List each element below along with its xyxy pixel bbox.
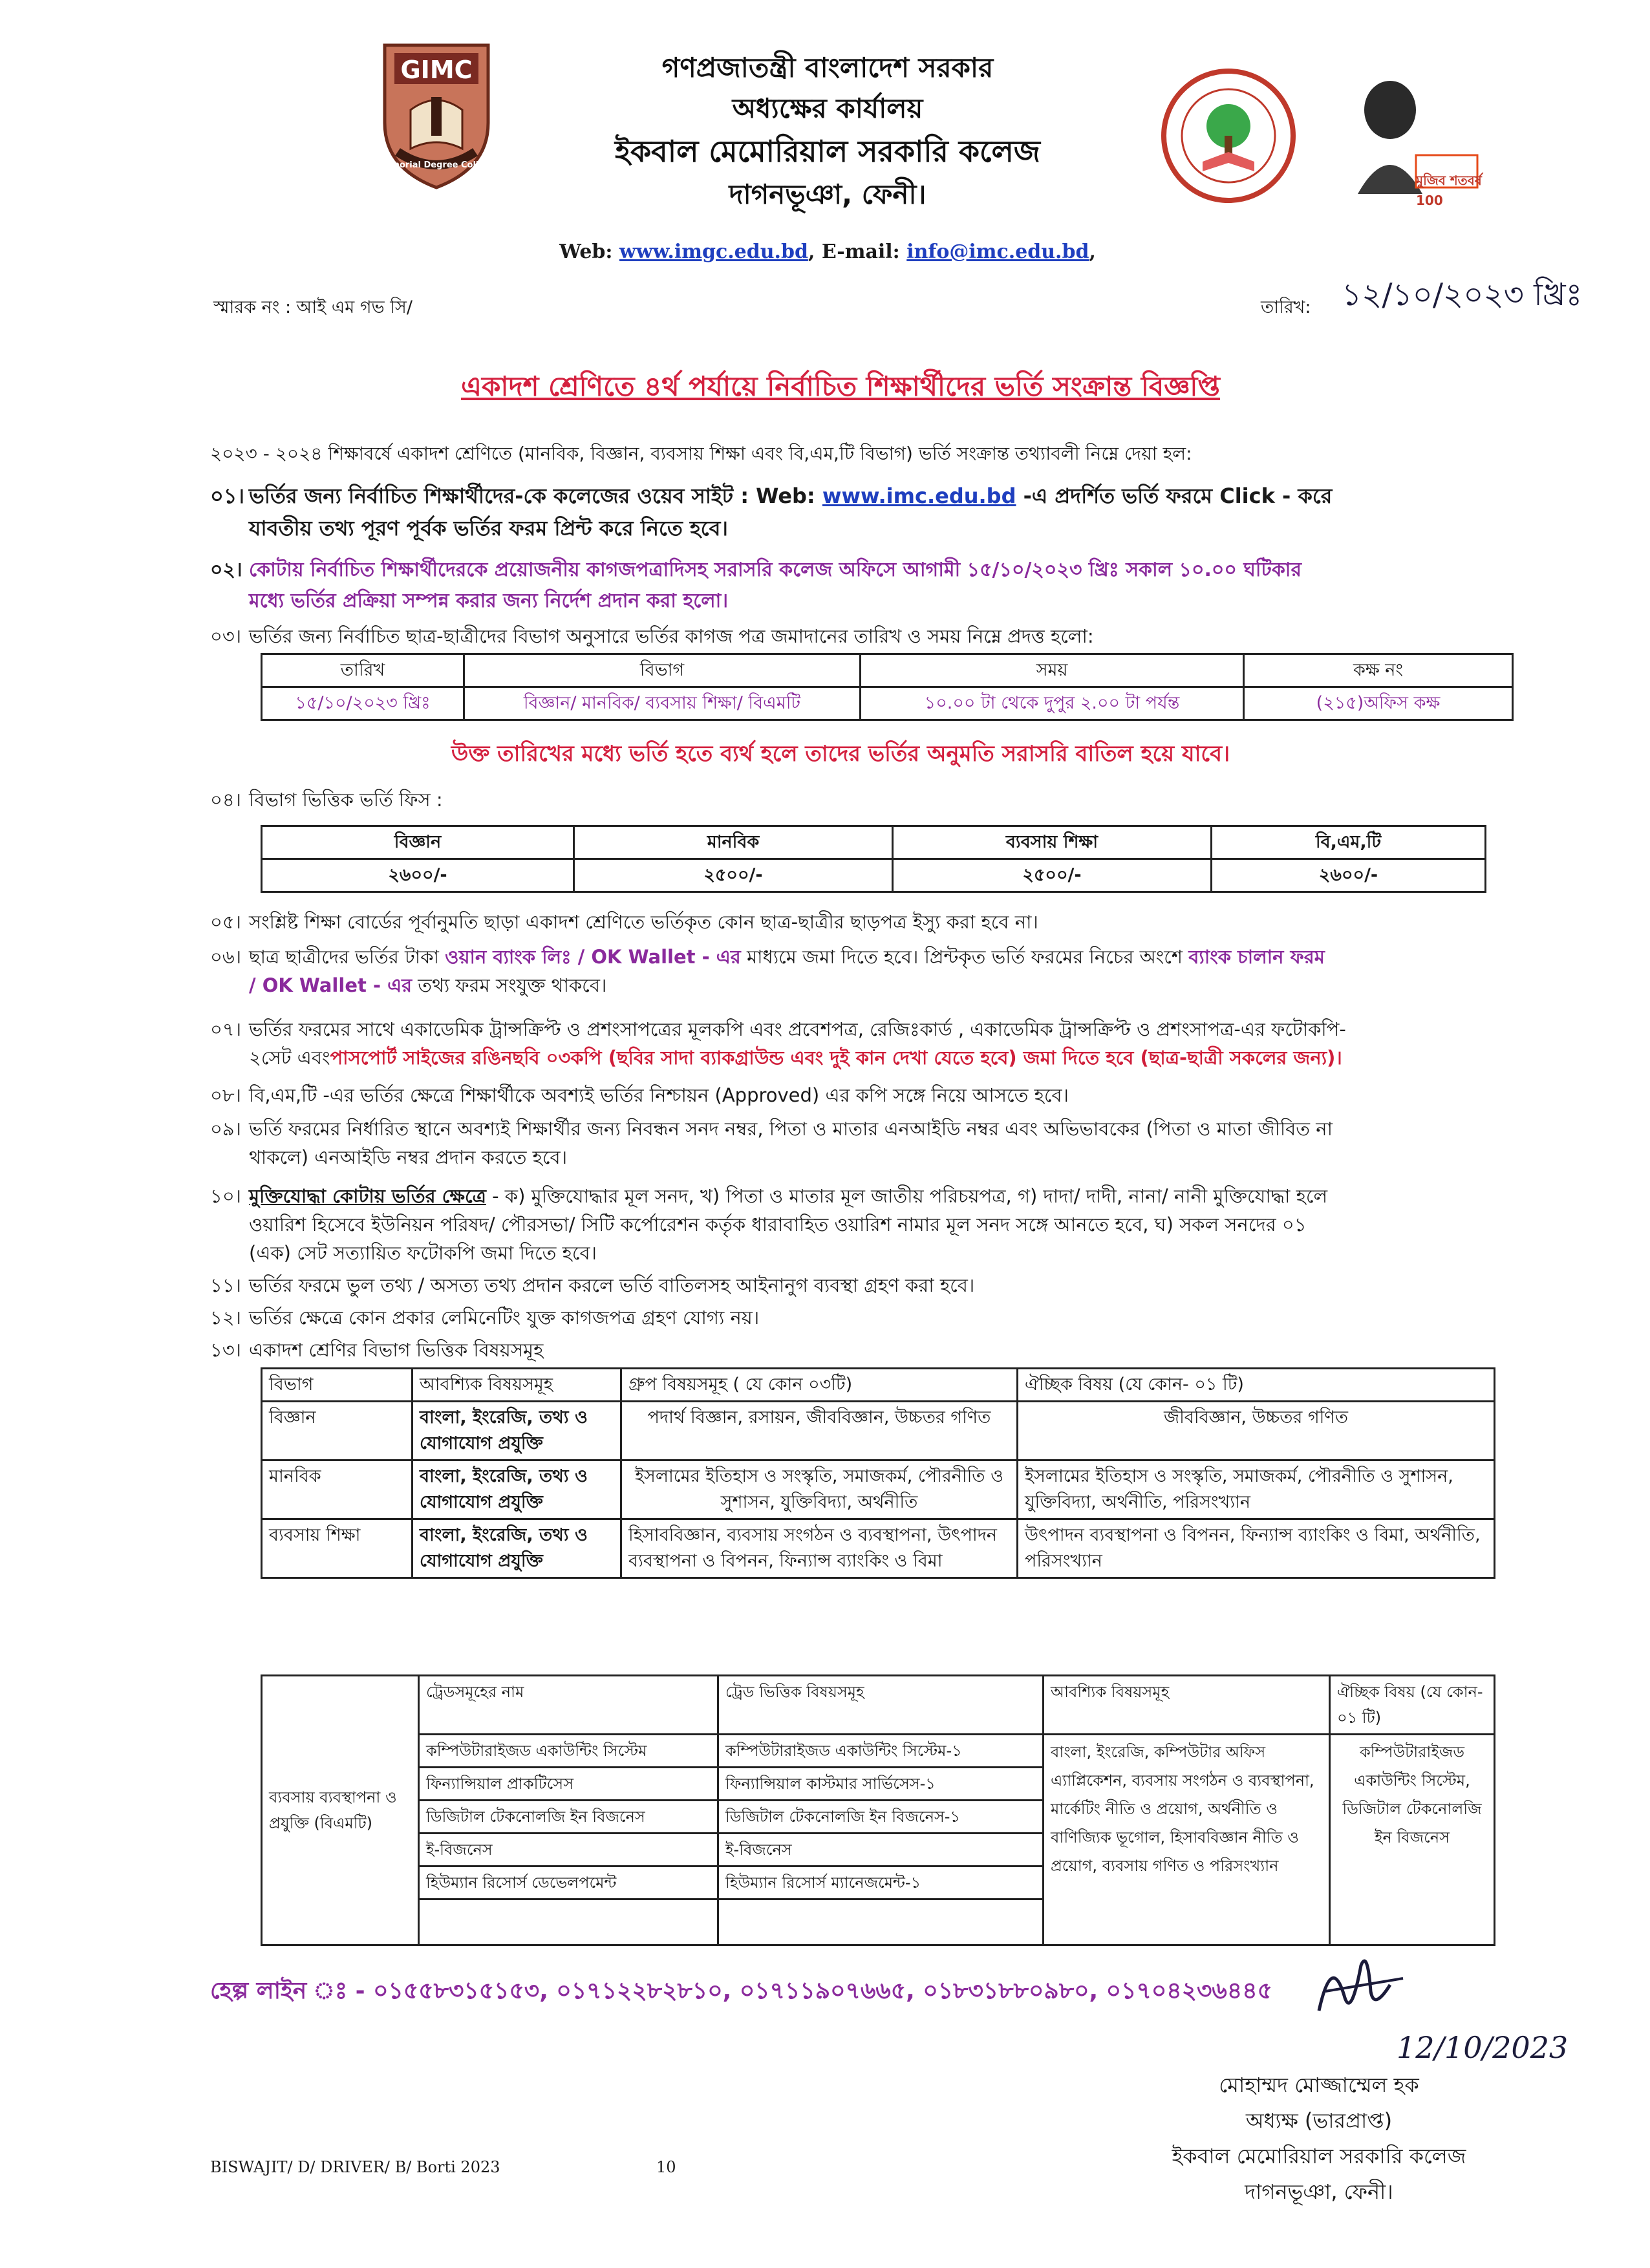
college-name: ইকবাল মেমোরিয়াল সরকারি কলেজ	[615, 134, 1040, 169]
schedule-header: কক্ষ নং	[1244, 654, 1513, 687]
fee-header: ব্যবসায় শিক্ষা	[893, 826, 1212, 859]
item-number: ০২।	[210, 559, 242, 581]
email-label: , E-mail:	[808, 241, 900, 263]
mujib-text: মুজিব শতবর্ষ 100	[1416, 173, 1482, 208]
fee-cell: ২৫০০/-	[574, 859, 893, 892]
subject-header: আবশ্যিক বিষয়সমূহ	[412, 1369, 621, 1402]
logo-subtext: Memorial Degree College	[376, 160, 497, 170]
item-number: ১১।	[210, 1274, 242, 1296]
date-label: তারিখ:	[1261, 297, 1311, 317]
bmt-dept: ব্যবসায় ব্যবস্থাপনা ও প্রযুক্তি (বিএমটি)	[262, 1676, 419, 1945]
subject-header: বিভাগ	[262, 1369, 412, 1402]
item-number: ০৪।	[210, 789, 242, 811]
item-06: ০৬। ছাত্র ছাত্রীদের ভর্তির টাকা ওয়ান ব্যাংক লিঃ / OK Wallet - এর মাধ্যমে জমা দিতে হবে। প্রিন্টকৃত ভর্তি ফরমের নিচের অংশে ব্যাংক চালান ফরম / OK Wallet - এর তথ্য ফরম সংযুক্ত থাকবে।	[210, 943, 1497, 1000]
bmt-trade-subject: ই-বিজনেস	[718, 1834, 1044, 1867]
signature-date: 12/10/2023	[1397, 2030, 1569, 2065]
bmt-empty-cell	[718, 1899, 1044, 1945]
email-tail: ,	[1089, 241, 1096, 263]
bmt-header: ট্রেড ভিত্তিক বিষয়সমূহ	[718, 1676, 1044, 1735]
bmt-trade: ফিন্যান্সিয়াল প্রাকটিসেস	[419, 1768, 718, 1801]
footer-code: BISWAJIT/ D/ DRIVER/ B/ Borti 2023	[210, 2158, 500, 2176]
govt-name: গণপ্রজাতন্ত্রী বাংলাদেশ সরকার	[661, 52, 994, 83]
bmt-optional: কম্পিউটারাইজড একাউন্টিং সিস্টেম, ডিজিটাল টেকনোলজি ইন বিজনেস	[1330, 1735, 1495, 1945]
bmt-compulsory: বাংলা, ইংরেজি, কম্পিউটার অফিস এ্যাপ্লিকেশন, ব্যবসায় সংগঠন ও ব্যবস্থাপনা, মার্কেটিং নীতি ও প্রয়োগ, অর্থনীতি ও বাণিজ্যিক ভূগোল, হিসাববিজ্ঞান নীতি ও প্রয়োগ, ব্যবসায় গণিত ও পরিসংখ্যান	[1044, 1735, 1330, 1945]
seal-logo	[1157, 65, 1300, 207]
bmt-trade: ডিজিটাল টেকনোলজি ইন বিজনেস	[419, 1801, 718, 1834]
fee-cell: ২৫০০/-	[893, 859, 1212, 892]
page-number: 10	[656, 2158, 676, 2176]
item-12: ১২। ভর্তির ক্ষেত্রে কোন প্রকার লেমিনেটিং যুক্ত কাগজপত্র গ্রহণ যোগ্য নয়।	[210, 1303, 1497, 1332]
college-location: দাগনভূঞা, ফেনী।	[729, 178, 927, 210]
schedule-header: তারিখ	[262, 654, 464, 687]
fee-header: মানবিক	[574, 826, 893, 859]
bmt-header: আবশ্যিক বিষয়সমূহ	[1044, 1676, 1330, 1735]
subject-compulsory: বাংলা, ইংরেজি, তথ্য ও যোগাযোগ প্রযুক্তি	[412, 1460, 621, 1519]
subject-dept: মানবিক	[262, 1460, 412, 1519]
logo-text: GIMC	[400, 56, 473, 84]
item-07: ০৭। ভর্তির ফরমের সাথে একাডেমিক ট্রান্সক্রিপ্ট ও প্রশংসাপত্রের মূলকপি এবং প্রবেশপত্র, রেজিঃকার্ড , একাডেমিক ট্রান্সক্রিপ্ট ও প্রশংসাপত্র-এর ফটোকপি- ২সেট এবংপাসপোর্ট সাইজের রঙিনছবি ০৩কপি (ছবির সাদা ব্যাকগ্রাউন্ড এবং দুই কান দেখা যেতে হবে) জমা দিতে হবে (ছাত্র-ছাত্রী সকলের জন্য)।	[210, 1015, 1497, 1072]
item-number: ০৭।	[210, 1018, 242, 1040]
item-number: ০৯।	[210, 1118, 242, 1140]
schedule-cell: (২১৫)অফিস কক্ষ	[1244, 687, 1513, 720]
subject-dept: ব্যবসায় শিক্ষা	[262, 1519, 412, 1578]
schedule-cell: ১০.০০ টা থেকে দুপুর ২.০০ টা পর্যন্ত	[861, 687, 1244, 720]
signatory-place: দাগনভূঞা, ফেনী।	[1245, 2179, 1393, 2204]
item-number: ১০।	[210, 1185, 242, 1207]
subject-optional: জীববিজ্ঞান, উচ্চতর গণিত	[1018, 1402, 1495, 1460]
fee-cell: ২৬০০/-	[1212, 859, 1486, 892]
fee-header: বি,এম,টি	[1212, 826, 1486, 859]
subject-dept: বিজ্ঞান	[262, 1402, 412, 1460]
bmt-trade: হিউম্যান রিসোর্স ডেভেলপমেন্ট	[419, 1867, 718, 1899]
schedule-cell: বিজ্ঞান/ মানবিক/ ব্যবসায় শিক্ষা/ বিএমটি	[464, 687, 861, 720]
fee-cell: ২৬০০/-	[262, 859, 574, 892]
schedule-cell: ১৫/১০/২০২৩ খ্রিঃ	[262, 687, 464, 720]
item-13: ১৩। একাদশ শ্রেণির বিভাগ ভিত্তিক বিষয়সমূহ	[210, 1336, 1497, 1364]
item-number: ০৮।	[210, 1084, 242, 1106]
subject-group: হিসাববিজ্ঞান, ব্যবসায় সংগঠন ও ব্যবস্থাপনা, উৎপাদন ব্যবস্থাপনা ও বিপনন, ফিন্যান্স ব্যাংকিং ও বিমা	[621, 1519, 1018, 1578]
bmt-empty-cell	[419, 1899, 718, 1945]
bmt-trade: ই-বিজনেস	[419, 1834, 718, 1867]
office-name: অধ্যক্ষের কার্যালয়	[732, 92, 923, 124]
site-link[interactable]: www.imc.edu.bd	[822, 484, 1016, 508]
item-09: ০৯। ভর্তি ফরমের নির্ধারিত স্থানে অবশ্যই শিক্ষার্থীর জন্য নিবন্ধন সনদ নম্বর, পিতা ও মাতার এনআইডি নম্বর এবং অভিভাবকের (পিতা ও মাতা জীবিত না থাকলে) এনআইডি নম্বর প্রদান করতে হবে।	[210, 1115, 1497, 1171]
subject-table	[261, 1367, 1495, 1579]
deadline-warning: উক্ত তারিখের মধ্যে ভর্তি হতে ব্যর্থ হলে তাদের ভর্তির অনুমতি সরাসরি বাতিল হয়ে যাবে।	[451, 741, 1230, 767]
item-11: ১১। ভর্তির ফরমে ভুল তথ্য / অসত্য তথ্য প্রদান করলে ভর্তি বাতিলসহ আইনানুগ ব্যবস্থা গ্রহণ করা হবে।	[210, 1271, 1497, 1300]
item-05: ০৫। সংশ্লিষ্ট শিক্ষা বোর্ডের পূর্বানুমতি ছাড়া একাদশ শ্রেণিতে ভর্তিকৃত কোন ছাত্র-ছাত্রীর ছাড়পত্র ইস্যু করা হবে না।	[210, 908, 1497, 936]
schedule-header: বিভাগ	[464, 654, 861, 687]
subject-header: গ্রুপ বিষয়সমূহ ( যে কোন ০৩টি)	[621, 1369, 1018, 1402]
item-01: ০১। ভর্তির জন্য নির্বাচিত শিক্ষার্থীদের-কে কলেজের ওয়েব সাইট : Web: www.imc.edu.bd -এ প্রদর্শিত ভর্তি ফরমে Click - করে যাবতীয় তথ্য পূরণ পূর্বক ভর্তির ফরম প্রিন্ট করে নিতে হবে।	[210, 480, 1497, 544]
subject-optional: ইসলামের ইতিহাস ও সংস্কৃতি, সমাজকর্ম, পৌরনীতি ও সুশাসন, যুক্তিবিদ্যা, অর্থনীতি, পরিসংখ্যান	[1018, 1460, 1495, 1519]
memo-number: স্মারক নং : আই এম গভ সি/	[213, 297, 412, 317]
web-link[interactable]: www.imgc.edu.bd	[619, 241, 808, 263]
helpline: হেল্প লাইন ঃ - ০১৫৫৮৩১৫১৫৩, ০১৭১২২৮২৮১০, ০১৭১১৯০৭৬৬৫, ০১৮৩১৮৮০৯৮০, ০১৭০৪২৩৬৪৪৫	[210, 1978, 1272, 2004]
fee-header: বিজ্ঞান	[262, 826, 574, 859]
item-number: ০৬।	[210, 946, 242, 968]
bmt-trade-subject: ডিজিটাল টেকনোলজি ইন বিজনেস-১	[718, 1801, 1044, 1834]
signatory-designation: অধ্যক্ষ (ভারপ্রাপ্ত)	[1245, 2108, 1393, 2133]
bmt-header: ঐচ্ছিক বিষয় (যে কোন- ০১ টি)	[1330, 1676, 1495, 1735]
item-10: ১০। মুক্তিযোদ্ধা কোটায় ভর্তির ক্ষেত্রে - ক) মুক্তিযোদ্ধার মূল সনদ, খ) পিতা ও মাতার মূল জাতীয় পরিচয়পত্র, গ) দাদা/ দাদী, নানা/ নানী মুক্তিযোদ্ধা হলে ওয়ারিশ হিসেবে ইউনিয়ন পরিষদ/ পৌরসভা/ সিটি কর্পোরেশন কর্তৃক ধারাবাহিত ওয়ারিশ নামার মূল সনদ সঙ্গে আনতে হবে, ঘ) সকল সনদের ০১ (এক) সেট সত্যায়িত ফটোকপি জমা দিতে হবে।	[210, 1182, 1497, 1267]
bmt-trade-subject: কম্পিউটারাইজড একাউন্টিং সিস্টেম-১	[718, 1735, 1044, 1768]
bmt-header: ট্রেডসমূহের নাম	[419, 1676, 718, 1735]
schedule-header: সময়	[861, 654, 1244, 687]
schedule-table	[261, 653, 1514, 721]
subject-optional: উৎপাদন ব্যবস্থাপনা ও বিপনন, ফিন্যান্স ব্যাংকিং ও বিমা, অর্থনীতি, পরিসংখ্যান	[1018, 1519, 1495, 1578]
signature-mark	[1312, 1946, 1422, 2024]
item-number: ১৩।	[210, 1339, 242, 1361]
subject-header: ঐচ্ছিক বিষয় (যে কোন- ০১ টি)	[1018, 1369, 1495, 1402]
bmt-table	[261, 1674, 1495, 1946]
subject-group: পদার্থ বিজ্ঞান, রসায়ন, জীববিজ্ঞান, উচ্চতর গণিত	[621, 1402, 1018, 1460]
item-number: ০৩।	[210, 625, 242, 647]
bmt-trade-subject: ফিন্যান্সিয়াল কাস্টমার সার্ভিসেস-১	[718, 1768, 1044, 1801]
bmt-trade: কম্পিউটারাইজড একাউন্টিং সিস্টেম	[419, 1735, 718, 1768]
signatory-college: ইকবাল মেমোরিয়াল সরকারি কলেজ	[1172, 2144, 1466, 2168]
item-number: ০৫।	[210, 911, 242, 933]
item-number: ০১।	[210, 484, 245, 508]
intro-text: ২০২৩ - ২০২৪ শিক্ষাবর্ষে একাদশ শ্রেণিতে (মানবিক, বিজ্ঞান, ব্যবসায় শিক্ষা এবং বি,এম,টি বিভাগ) ভর্তি সংক্রান্ত তথ্যাবলী নিম্নে দেয়া হল:	[210, 443, 1192, 464]
subject-group: ইসলামের ইতিহাস ও সংস্কৃতি, সমাজকর্ম, পৌরনীতি ও সুশাসন, যুক্তিবিদ্যা, অর্থনীতি	[621, 1460, 1018, 1519]
notice-title: একাদশ শ্রেণিতে ৪র্থ পর্যায়ে নির্বাচিত শিক্ষার্থীদের ভর্তি সংক্রান্ত বিজ্ঞপ্তি	[461, 370, 1220, 402]
subject-compulsory: বাংলা, ইংরেজি, তথ্য ও যোগাযোগ প্রযুক্তি	[412, 1402, 621, 1460]
signatory-name: মোহাম্মদ মোজ্জাম্মেল হক	[1219, 2073, 1419, 2097]
fee-table	[261, 825, 1486, 893]
item-number: ১২।	[210, 1307, 242, 1329]
item-02: ০২। কোটায় নির্বাচিত শিক্ষার্থীদেরকে প্রয়োজনীয় কাগজপত্রাদিসহ সরাসরি কলেজ অফিসে আগামী ১৫/১০/২০২৩ খ্রিঃ সকাল ১০.০০ ঘটিকার মধ্যে ভর্তির প্রক্রিয়া সম্পন্ন করার জন্য নির্দেশ প্রদান করা হলো।	[210, 555, 1497, 617]
email-link[interactable]: info@imc.edu.bd	[906, 241, 1089, 263]
web-email-line	[388, 241, 1267, 263]
item-03: ০৩। ভর্তির জন্য নির্বাচিত ছাত্র-ছাত্রীদের বিভাগ অনুসারে ভর্তির কাগজ পত্র জমাদানের তারিখ ও সময় নিম্নে প্রদত্ত হলো:	[210, 622, 1497, 650]
date-value: ১২/১০/২০২৩ খ্রিঃ	[1342, 277, 1583, 313]
item-04: ০৪। বিভাগ ভিত্তিক ভর্তি ফিস :	[210, 786, 1497, 814]
subject-compulsory: বাংলা, ইংরেজি, তথ্য ও যোগাযোগ প্রযুক্তি	[412, 1519, 621, 1578]
web-label: Web:	[559, 241, 613, 263]
bmt-trade-subject: হিউম্যান রিসোর্স ম্যানেজমেন্ট-১	[718, 1867, 1044, 1899]
item-08: ০৮। বি,এম,টি -এর ভর্তির ক্ষেত্রে শিক্ষার্থীকে অবশ্যই ভর্তির নিশ্চায়ন (Approved) এর কপি সঙ্গে নিয়ে আসতে হবে।	[210, 1081, 1497, 1109]
